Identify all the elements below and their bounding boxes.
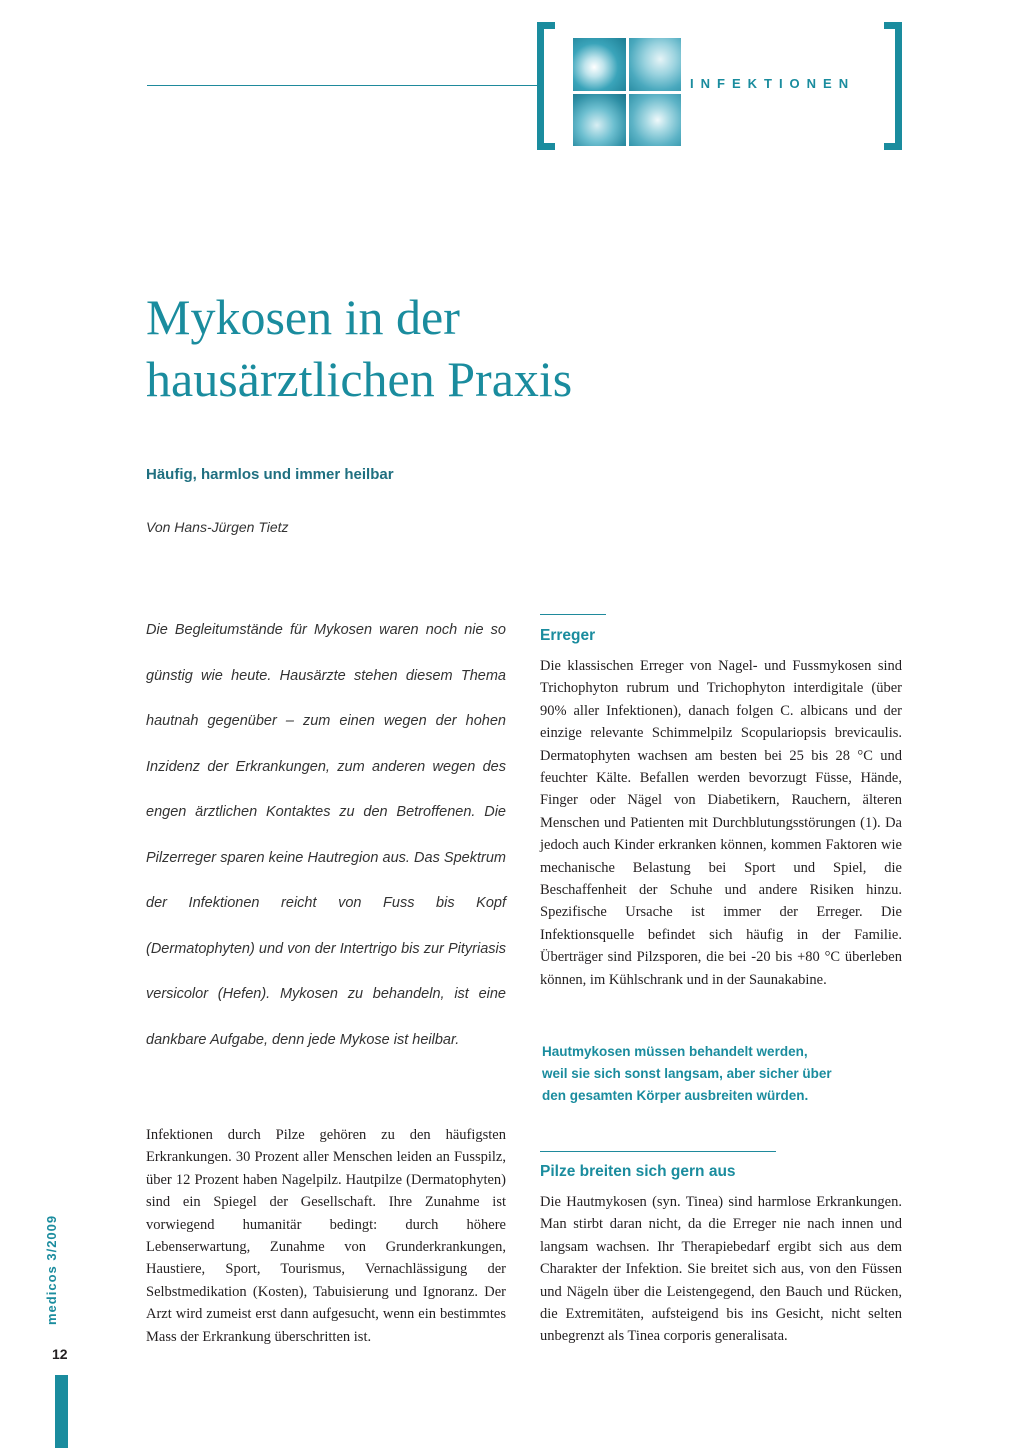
section-heading-erreger: Erreger [540,627,596,644]
pull-quote-line-1: Hautmykosen müssen behandelt werden, [542,1044,808,1059]
header-image-mosaic [573,38,681,146]
section-rule-erreger [540,614,606,615]
journal-issue-label: medicos 3/2009 [44,1214,59,1325]
pull-quote-line-2: weil sie sich sonst langsam, aber sicher über [542,1066,832,1081]
section-body-pilze: Die Hautmykosen (syn. Tinea) sind harmlose Erkrankungen. Man stirbt daran nicht, da die Erreger nie nach innen und langsam wachsen. Ihr Therapiebedarf ergibt sich aus dem Charakter der Infektion. Sie breitet sich aus, von den Füssen und Nägeln über die Leistengegend, den Bauch und Rücken, die Extremitäten, aufsteigend bis ins Gesicht, nicht selten unbegrenzt als Tinea corporis generalisata. [540,1194,902,1345]
page-number: 12 [52,1346,68,1362]
left-bracket-decoration [537,22,555,150]
lead-paragraph: Die Begleitumstände für Mykosen waren noch nie so günstig wie heute. Hausärzte stehen diesem Thema hautnah gegenüber – zum einen wegen der hohen Inzidenz der Erkrankungen, zum anderen wegen des engen ärztlichen Kontaktes zu den Betroffenen. Die Pilzerreger sparen keine Hautregion aus. Das Spektrum der Infektionen reicht von Fuss bis Kopf (Dermatophyten) und von der Intertrigo bis zur Pityriasis versicolor (Hefen). Mykosen zu behandeln, ist eine dankbare Aufgabe, denn jede Mykose ist heilbar. [146,622,506,1048]
section-label: INFEKTIONEN [690,76,856,91]
title-line-2: hausärztlichen Praxis [146,351,573,407]
microscopy-image-3 [573,94,626,147]
pull-quote-line-3: den gesamten Körper ausbreiten würden. [542,1088,809,1103]
header-rule [147,85,537,86]
section-heading-pilze: Pilze breiten sich gern aus [540,1163,736,1180]
body-paragraph-left: Infektionen durch Pilze gehören zu den häufigsten Erkrankungen. 30 Prozent aller Menschen leiden an Fusspilz, über 12 Prozent haben Nagelpilz. Hautpilze (Dermatophyten) sind ein Spiegel der Gesellschaft. Ihre Zunahme ist vorwiegend humanitär bedingt: durch höhere Lebenserwartung, Zunahme von Grunderkrankungen, Haustiere, Sport, Tourismus, Vernachlässigung der Selbstmedikation (Kosten), Tabuisierung und Ignoranz. Der Arzt wird zumeist erst dann aufgesucht, wenn ein bestimmtes Mass der Erkrankung überschritten ist. [146,1127,506,1345]
microscopy-image-2 [629,38,682,91]
title-line-1: Mykosen in der [146,289,460,345]
microscopy-image-1 [573,38,626,91]
author-byline: Von Hans-Jürgen Tietz [146,519,289,535]
article-title [146,286,906,410]
section-body-erreger: Die klassischen Erreger von Nagel- und Fussmykosen sind Trichophyton rubrum und Trichophyton interdigitale (über 90% aller Infektionen), danach folgen C. albicans und der einzige relevante Schimmelpilz Scopulariopsis brevicaulis. Dermatophyten wachsen am besten bei 25 bis 28 °C und feuchter Kälte. Befallen werden bevorzugt Füsse, Hände, Finger oder Nägel von Diabetikern, Rauchern, älteren Menschen und Patienten mit Durchblutungsstörungen (1). Da jedoch auch Kinder erkranken können, kommen Faktoren wie mechanische Belastung bei Sport und Spiel, die Beschaffenheit der Schuhe und andere Risiken hinzu. Spezifische Ursache ist immer der Erreger. Die Infektionsquelle befindet sich häufig in der Familie. Überträger sind Pilzsporen, die bei -20 bis +80 °C überleben können, im Kühlschrank und in der Saunakabine. [540,658,902,988]
side-accent-bar [55,1375,68,1448]
pull-quote [542,1041,904,1107]
section-rule-pilze [540,1151,776,1152]
right-bracket-decoration [884,22,902,150]
article-subtitle: Häufig, harmlos und immer heilbar [146,466,394,483]
microscopy-image-4 [629,94,682,147]
